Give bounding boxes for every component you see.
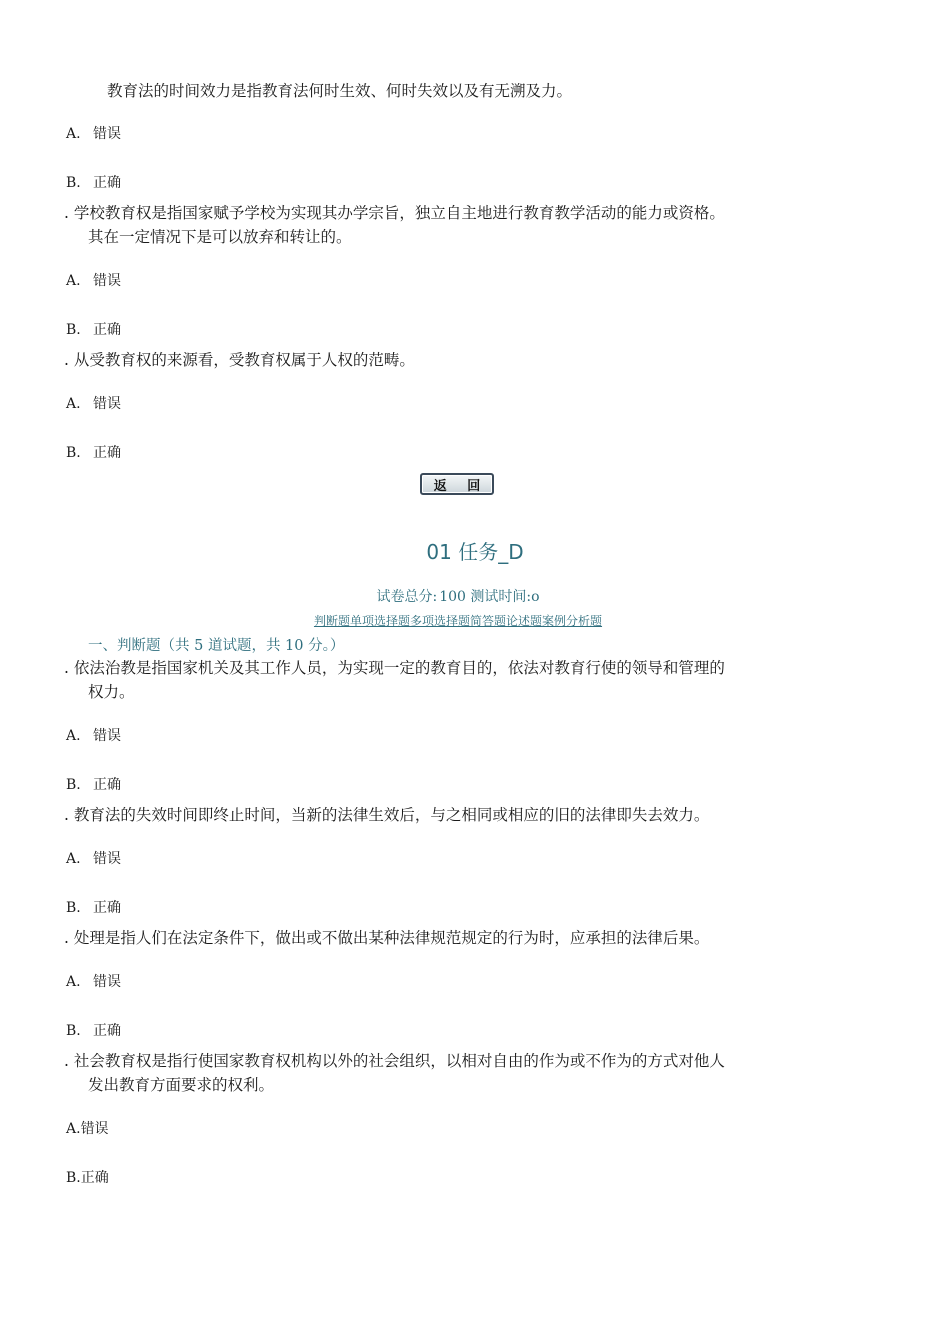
option-letter: B.	[66, 1023, 81, 1039]
option-text: 错误	[93, 396, 121, 412]
page-title: 01 任务_D	[426, 540, 524, 564]
option-text: 错误	[93, 974, 121, 990]
option-letter: A.	[66, 396, 81, 412]
option-a[interactable]	[66, 725, 121, 745]
option-b[interactable]	[66, 1167, 109, 1187]
question-text	[64, 803, 804, 827]
question-type-nav	[0, 612, 916, 629]
option-letter: B.	[66, 175, 81, 191]
section-heading: 一、判断题（共 5 道试题，共 10 分。）	[88, 638, 345, 654]
score-label: 试卷总分:	[376, 589, 438, 605]
option-letter: A.	[66, 851, 81, 867]
option-text: 错误	[93, 273, 121, 289]
tab-true-false[interactable]: 判断题	[313, 614, 350, 628]
time-value: o	[531, 589, 540, 605]
tab-multiple-choice[interactable]: 多项选择题	[409, 614, 470, 628]
option-text: 正确	[93, 900, 121, 916]
option-letter: B.	[66, 1170, 81, 1186]
question-text	[64, 656, 804, 704]
option-text: 错误	[80, 1121, 109, 1137]
option-letter: A.	[66, 974, 81, 990]
time-label: 测试时间:	[470, 589, 532, 605]
option-b[interactable]	[66, 442, 121, 462]
score-value: 100	[439, 589, 466, 605]
option-b[interactable]	[66, 1020, 121, 1040]
tab-case-analysis[interactable]: 案例分析题	[542, 614, 603, 628]
option-text: 错误	[93, 728, 121, 744]
option-text: 正确	[80, 1170, 109, 1186]
option-letter: B.	[66, 322, 81, 338]
option-b[interactable]	[66, 897, 121, 917]
question-line: 权力。	[88, 683, 135, 701]
option-a[interactable]	[66, 270, 121, 290]
option-text: 正确	[93, 175, 121, 191]
question-statement: 教育法的时间效力是指教育法何时生效、何时失效以及有无溯及力。	[107, 82, 573, 100]
question-line: . 处理是指人们在法定条件下，做出或不做出某种法律规范规定的行为时，应承担的法律后果。	[64, 929, 710, 947]
question-line: . 学校教育权是指国家赋予学校为实现其办学宗旨，独立自主地进行教育教学活动的能力或资格。	[64, 204, 725, 222]
option-b[interactable]	[66, 319, 121, 339]
option-text: 正确	[93, 445, 121, 461]
question-line: . 社会教育权是指行使国家教育权机构以外的社会组织，以相对自由的作为或不作为的方式对他人	[64, 1052, 725, 1070]
option-a[interactable]	[66, 1118, 109, 1138]
option-letter: A.	[66, 1121, 81, 1137]
option-a[interactable]	[66, 393, 121, 413]
question-text	[64, 1049, 804, 1097]
option-letter: B.	[66, 445, 81, 461]
question-line: 发出教育方面要求的权利。	[88, 1076, 275, 1094]
option-text: 正确	[93, 777, 121, 793]
return-button-label: 返 回	[433, 478, 489, 494]
option-a[interactable]	[66, 971, 121, 991]
option-b[interactable]	[66, 774, 121, 794]
option-text: 正确	[93, 1023, 121, 1039]
tab-short-answer[interactable]: 简答题	[470, 614, 507, 628]
option-letter: A.	[66, 728, 81, 744]
question-line: . 依法治教是指国家机关及其工作人员，为实现一定的教育目的，依法对教育行使的领导和管理的	[64, 659, 725, 677]
return-button[interactable]	[420, 473, 494, 495]
option-letter: B.	[66, 777, 81, 793]
tab-essay[interactable]: 论述题	[506, 614, 543, 628]
question-line: . 从受教育权的来源看，受教育权属于人权的范畴。	[64, 351, 415, 369]
option-letter: A.	[66, 126, 81, 142]
option-letter: B.	[66, 900, 81, 916]
option-b[interactable]	[66, 172, 121, 192]
option-text: 错误	[93, 851, 121, 867]
question-line: 其在一定情况下是可以放弃和转让的。	[88, 228, 352, 246]
question-line: . 教育法的失效时间即终止时间，当新的法律生效后，与之相同或相应的旧的法律即失去效力。	[64, 806, 710, 824]
option-text: 正确	[93, 322, 121, 338]
question-text	[64, 201, 804, 249]
option-letter: A.	[66, 273, 81, 289]
option-a[interactable]	[66, 848, 121, 868]
question-text	[64, 926, 804, 950]
option-text: 错误	[93, 126, 121, 142]
question-text	[64, 348, 804, 372]
option-a[interactable]	[66, 123, 121, 143]
tab-single-choice[interactable]: 单项选择题	[349, 614, 410, 628]
exam-info	[0, 586, 916, 606]
